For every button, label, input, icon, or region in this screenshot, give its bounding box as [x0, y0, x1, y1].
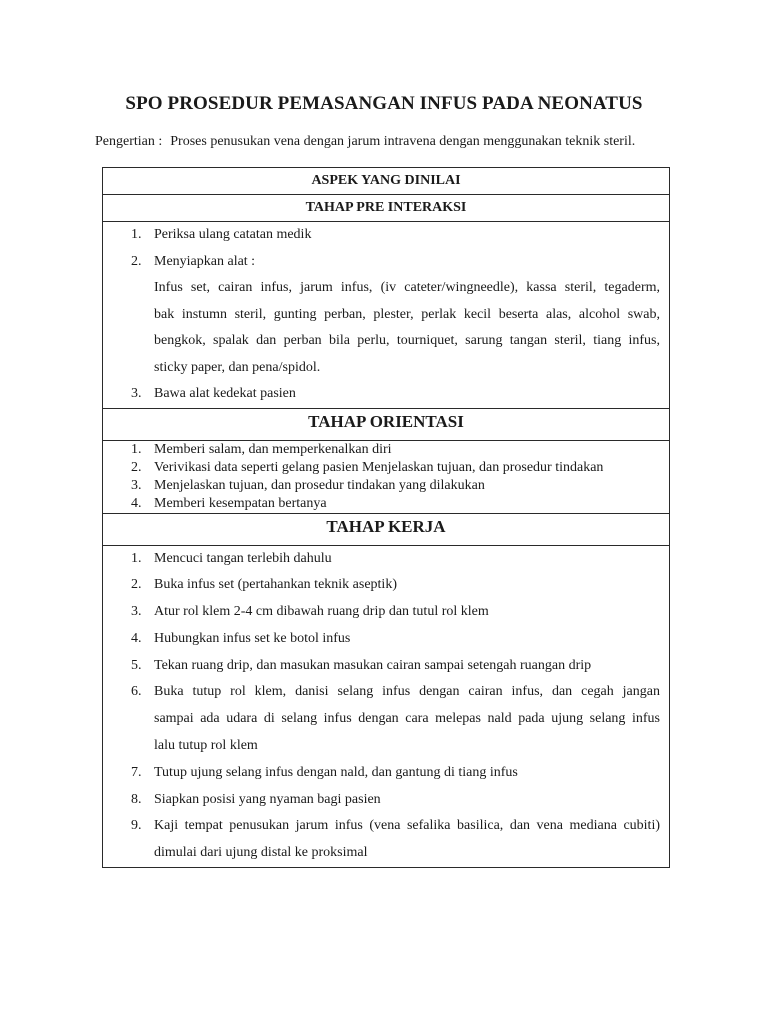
- list-number: 2.: [131, 577, 142, 593]
- list-item-text: Tutup ujung selang infus dengan nald, dan gantung di tiang infus: [154, 764, 518, 780]
- list-number: 4.: [131, 495, 142, 511]
- list-item: [103, 787, 669, 814]
- work-list: [103, 546, 669, 868]
- list-number: 9.: [131, 818, 142, 834]
- work-content: [103, 545, 670, 868]
- list-item: [103, 546, 669, 573]
- list-item-line: sticky paper, dan pena/spidol.: [154, 359, 321, 375]
- list-item-text: Memberi kesempatan bertanya: [154, 495, 327, 511]
- list-item-line: Menyiapkan alat :: [154, 253, 256, 269]
- list-item-line: Kaji tempat penusukan jarum infus (vena sefalika basilica, dan vena mediana cubiti): [154, 818, 660, 834]
- list-number: 6.: [131, 684, 142, 700]
- list-number: 3.: [131, 604, 142, 620]
- list-item-text: Siapkan posisi yang nyaman bagi pasien: [154, 791, 381, 807]
- section-heading-work: TAHAP KERJA: [103, 513, 670, 545]
- list-number: 3.: [131, 477, 142, 493]
- pre-interaction-content: [103, 222, 670, 409]
- definition: [95, 134, 635, 150]
- list-item: [103, 477, 669, 495]
- list-item-text: Verivikasi data seperti gelang pasien Menjelaskan tujuan, dan prosedur tindakan: [154, 459, 604, 475]
- orientation-content: [103, 440, 670, 513]
- list-item: [103, 441, 669, 459]
- list-number: 2.: [131, 253, 142, 269]
- list-item-line: bak instumn steril, gunting perban, plester, perlak kecil beserta alas, alcohol swab,: [154, 306, 660, 322]
- list-number: 1.: [131, 441, 142, 457]
- list-item: [103, 249, 669, 382]
- table-header-row: [103, 168, 670, 195]
- list-item: [103, 495, 669, 513]
- work-content-row: [103, 545, 670, 868]
- section-heading-pre-interaction: TAHAP PRE INTERAKSI: [103, 195, 670, 222]
- list-item-text: Tekan ruang drip, dan masukan masukan cairan sampai setengah ruangan drip: [154, 657, 592, 673]
- list-number: 5.: [131, 657, 142, 673]
- list-item: [103, 626, 669, 653]
- work-heading-row: [103, 513, 670, 545]
- list-number: 3.: [131, 386, 142, 401]
- list-item-text: Atur rol klem 2-4 cm dibawah ruang drip dan tutul rol klem: [154, 604, 489, 620]
- definition-label: Pengertian :: [95, 134, 163, 149]
- list-item: [103, 813, 669, 867]
- list-item-line: bengkok, spalak dan perban bila perlu, tourniquet, sarung tangan steril, tiang infus,: [154, 333, 660, 348]
- page-title: SPO PROSEDUR PEMASANGAN INFUS PADA NEONATUS: [125, 93, 643, 114]
- list-item-text: Menjelaskan tujuan, dan prosedur tindakan yang dilakukan: [154, 477, 485, 493]
- pre-interaction-heading-row: [103, 195, 670, 222]
- list-number: 2.: [131, 459, 142, 475]
- list-item-text: Bawa alat kedekat pasien: [154, 386, 296, 401]
- procedure-table: [102, 167, 670, 868]
- list-item-line: sampai ada udara di selang infus dengan cara melepas nald pada ujung selang infus: [154, 711, 660, 727]
- orientation-content-row: [103, 440, 670, 513]
- list-item-text: Memberi salam, dan memperkenalkan diri: [154, 441, 392, 457]
- list-item: [103, 381, 669, 408]
- list-item: [103, 760, 669, 787]
- list-item-line: Infus set, cairan infus, jarum infus, (iv cateter/wingneedle), kassa steril, tegaderm,: [154, 280, 660, 295]
- list-item: [103, 653, 669, 680]
- list-item-line: lalu tutup rol klem: [154, 738, 258, 754]
- table-header: ASPEK YANG DINILAI: [103, 168, 670, 195]
- list-item: [103, 599, 669, 626]
- pre-interaction-list: [103, 222, 669, 408]
- list-item-text: Hubungkan infus set ke botol infus: [154, 630, 351, 646]
- list-item-text: Mencuci tangan terlebih dahulu: [154, 550, 332, 566]
- list-item: [103, 679, 669, 759]
- list-item-line: dimulai dari ujung distal ke proksimal: [154, 845, 368, 861]
- orientation-list: [103, 441, 669, 513]
- list-number: 7.: [131, 764, 142, 780]
- list-item: [103, 459, 669, 477]
- list-item: [103, 572, 669, 599]
- orientation-heading-row: [103, 408, 670, 440]
- list-number: 8.: [131, 791, 142, 807]
- list-item-line: Buka tutup rol klem, danisi selang infus dengan cairan infus, dan cegah jangan: [154, 684, 660, 700]
- list-item-text: Buka infus set (pertahankan teknik aseptik): [154, 577, 397, 593]
- list-number: 1.: [131, 550, 142, 566]
- definition-text: Proses penusukan vena dengan jarum intravena dengan menggunakan teknik steril.: [170, 134, 636, 149]
- list-item-text: Periksa ulang catatan medik: [154, 227, 312, 242]
- section-heading-orientation: TAHAP ORIENTASI: [103, 408, 670, 440]
- list-number: 4.: [131, 630, 142, 646]
- pre-interaction-content-row: [103, 222, 670, 409]
- list-item: [103, 222, 669, 249]
- list-number: 1.: [131, 227, 142, 242]
